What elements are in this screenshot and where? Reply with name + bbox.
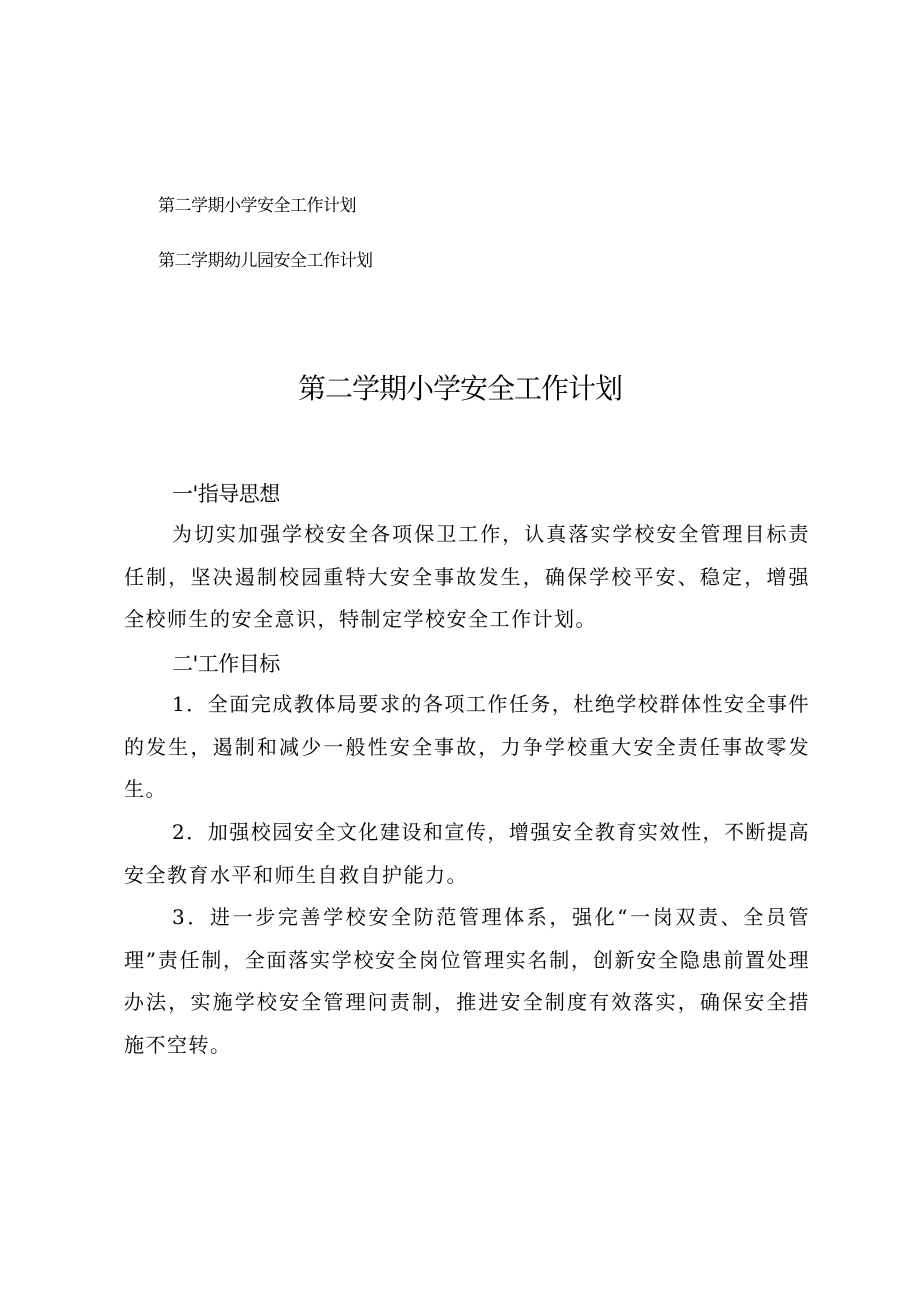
paragraph-goal-2: 2．加强校园安全文化建设和宣传，增强安全教育实效性，不断提高安全教育水平和师生自救自护能力。	[124, 820, 810, 887]
toc-entry-kindergarten: 第二学期幼儿园安全工作计划	[158, 251, 373, 271]
paragraph-goal-1: 1．全面完成教体局要求的各项工作任务，杜绝学校群体性安全事件的发生，遏制和减少一般性安全事故，力争学校重大安全责任事故零发生。	[124, 692, 810, 801]
toc-entry-primary-school: 第二学期小学安全工作计划	[158, 196, 356, 216]
paragraph-goal-3: 3．进一步完善学校安全防范管理体系，强化“一岗双责、全员管理”责任制，全面落实学校安全岗位管理实名制，创新安全隐患前置处理办法，实施学校安全管理问责制，推进安全制度有效落实，确保安全措施不空转。	[124, 905, 810, 1057]
paragraph-guiding-ideology: 为切实加强学校安全各项保卫工作，认真落实学校安全管理目标责任制，坚决遏制校园重特大安全事故发生，确保学校平安、稳定，增强全校师生的安全意识，特制定学校安全工作计划。	[124, 522, 810, 631]
document-title: 第二学期小学安全工作计划	[297, 372, 622, 405]
section-heading-work-goals: 二'工作目标	[172, 652, 280, 676]
section-heading-guiding-ideology: 一'指导思想	[172, 482, 280, 506]
